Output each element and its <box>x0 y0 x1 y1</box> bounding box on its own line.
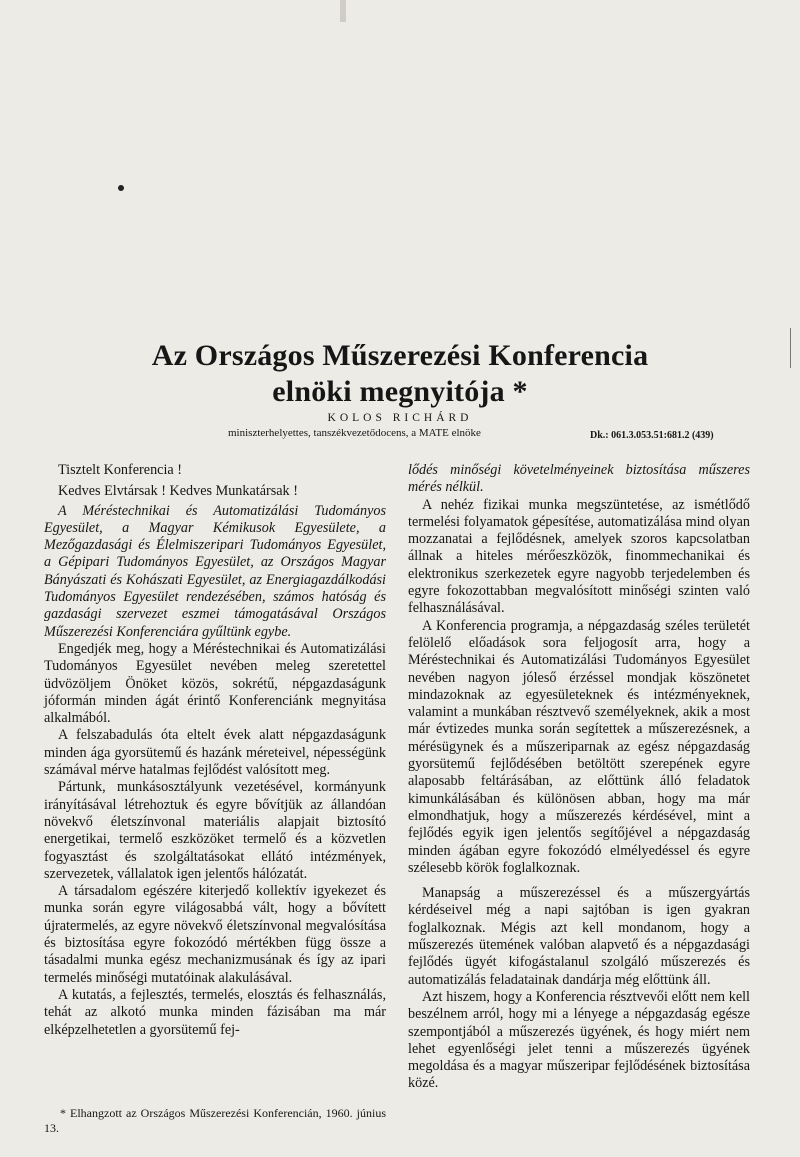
footnote <box>44 1106 386 1136</box>
author-affiliation: miniszterhelyettes, tanszékvezetődocens, a MATE elnöke <box>228 427 481 439</box>
title-line-2: elnöki megnyitója * <box>272 375 528 408</box>
footnote-text: * Elhangzott az Országos Műszerezési Konferencián, 1960. június 13. <box>44 1106 386 1135</box>
classification-code: Dk.: 061.3.053.51:681.2 (439) <box>590 430 714 441</box>
paragraph: A Konferencia programja, a népgazdaság széles területét felölelő előadások sora feljogosít arra, hogy a Méréstechnikai és Automatizálási Tudományos Egyesület nevében nagyon jóleső érzéssel mondjak köszönetet mindazoknak az egyesületeknek és intézményeknek, valamint a munkában résztvevő személyeknek, akik a most már évtizedes munka során segítettek a műszerezésnek, a mérésügynek és a műszeriparnak az egész népgazdaság gyorsütemű fejlődésében betöltött szerepének egyre alaposabb feltárásában, az előttünk álló feladatok kimunkálásában és különösen abban, hogy ma már elmondhatjuk, hogy a műszerezés kérdésével, mint a fejlődés egyik igen jelentős segítőjével a népgazdaság minden ágában egyre fokozódó elmélyedéssel és egyre szélesebb körök foglalkoznak. <box>408 617 750 876</box>
title-line-1: Az Országos Műszerezési Konferencia <box>151 339 649 372</box>
paragraph: A Méréstechnikai és Automatizálási Tudományos Egyesület, a Magyar Kémikusok Egyesülete, a Mezőgazdasági és Élelmiszeripari Tudományos Egyesület, a Gépipari Tudományos Egyesület, az Országos Magyar Bányászati és Kohászati Egyesület, az Energiagazdálkodási Tudományos Egyesület rendezésében, számos hatóság és gazdasági szervezet eszmei támogatásával Országos Műszerezési Konferenciára gyűltünk egybe. <box>44 502 386 640</box>
paragraph: A felszabadulás óta eltelt évek alatt népgazdaságunk minden ága gyorsütemű és hazánk méreteivel, népességünk számával mérve hatalmas fejlődést valósított meg. <box>44 727 386 779</box>
paragraph: Manapság a műszerezéssel és a műszergyártás kérdéseivel még a napi sajtóban is igen gyakran foglalkoznak. Mégis azt kell mondanom, hogy a műszerezés ütemének valóban alapvető és a népgazdasági fejlődés ügyét kifogástalanul szolgáló műszerezés és automatizálás feladatainak dandárja még előttünk áll. <box>408 885 750 988</box>
ink-dot <box>118 185 124 191</box>
paragraph: Engedjék meg, hogy a Méréstechnikai és Automatizálási Tudományos Egyesület nevében meleg szeretettel üdvözöljem Önöket közös, sokrétű, népgazdaságunk jóformán minden ágát érintő Konferenciánk megnyitása alkalmából. <box>44 640 386 727</box>
author: KOLOS RICHÁRD <box>327 412 473 424</box>
paragraph: A társadalom egészére kiterjedő kollektív igyekezet és munka során egyre világosabbá vált, hogy a bővített újratermelés, az egyre növekvő életszínvonal megvalósítása és biztosítása egyre fokozódó mértékben függ össze a tásadalmi munka egész mechanizmusának és így az ipari termelés minőségi mutatóinak alakulásával. <box>44 883 386 986</box>
paragraph: A nehéz fizikai munka megszüntetése, az ismétlődő termelési folyamatok gépesítése, automatizálása mind olyan mozzanatai a fejlődésnek, amelyek szoros kapcsolatban állnak a hiteles mérőeszközök, finommechanikai és elektronikus szerkezetek egyre nagyobb terjedelemben és egyre fokozottabban megvalósított minőségi szinten való felhasználásával. <box>408 496 750 617</box>
title-block <box>0 338 800 410</box>
paragraph: Tisztelt Konferencia ! <box>58 462 182 478</box>
paragraph: Kedves Elvtársak ! Kedves Munkatársak ! <box>58 483 298 500</box>
paragraph: Azt hiszem, hogy a Konferencia résztvevői előtt nem kell beszélnem arról, hogy mi a lényege a népgazdaság egésze szempontjából a műszerezés ügyének, és hogy miért nem lehet egyenlőségi jelet tenni a műszerezés ügyének megoldása és a magyar műszeripar fejlődésének biztosítása közé. <box>408 988 750 1092</box>
paragraph: Pártunk, munkásosztályunk vezetésével, kormányunk irányításával létrehoztuk és egyre bővítjük az állandóan növekvő életszínvonal materiális alapjait biztosító energetikai, termelő eszközöket termelő és a közvetlen fogyasztást és szolgáltatásokat ellátó intézmények, szervezetek, vállalatok igen jelentős hálózatát. <box>44 779 386 882</box>
paragraph: lődés minőségi követelményeinek biztosítása műszeres mérés nélkül. <box>408 462 750 496</box>
scan-artifact <box>340 0 346 22</box>
right-column <box>408 462 750 1093</box>
paragraph: A kutatás, a fejlesztés, termelés, elosztás és felhasználás, tehát az alkotó munka minden fázisában ma már elképzelhetetlen a gyorsütemű fej- <box>44 986 386 1038</box>
left-column <box>44 462 386 1039</box>
